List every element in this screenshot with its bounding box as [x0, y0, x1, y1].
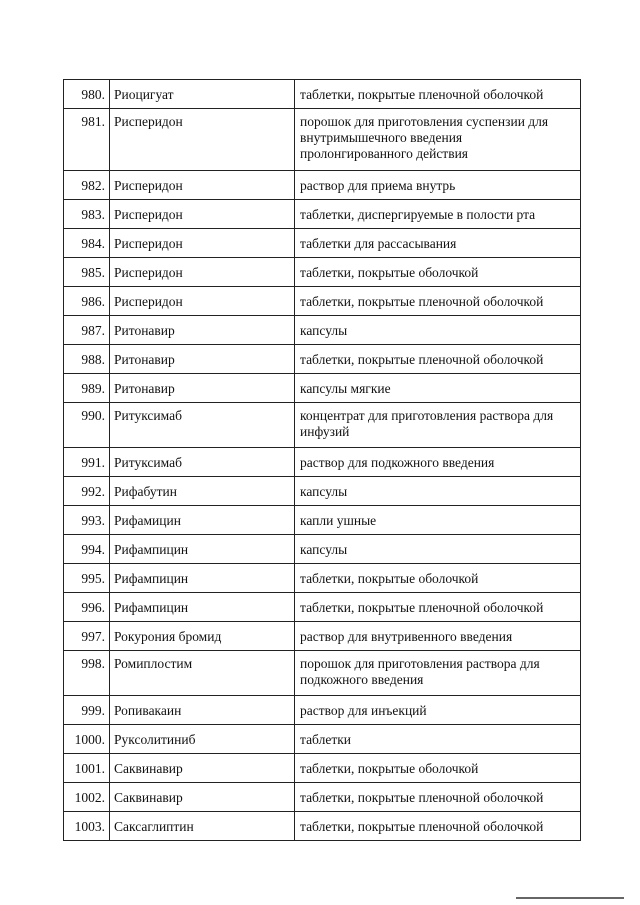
row-number-text: 1003. [74, 819, 105, 834]
drug-name-cell [110, 593, 295, 622]
drug-name-cell [110, 200, 295, 229]
drug-name-cell [110, 345, 295, 374]
dosage-form-cell [295, 80, 581, 109]
table-row [64, 403, 581, 448]
dosage-form-text: таблетки, покрытые пленочной оболочкой [300, 600, 544, 615]
drug-name-text: Рифамицин [114, 513, 181, 528]
dosage-form-cell [295, 593, 581, 622]
drug-name-text: Ритонавир [114, 323, 175, 338]
scan-edge-mark [516, 897, 624, 899]
row-number-text: 999. [81, 703, 105, 718]
drug-name-cell [110, 535, 295, 564]
drug-name-text: Ритонавир [114, 352, 175, 367]
row-number-text: 1002. [74, 790, 105, 805]
dosage-form-cell [295, 622, 581, 651]
table-row [64, 374, 581, 403]
table-row [64, 506, 581, 535]
drug-name-cell [110, 171, 295, 200]
row-number-cell [64, 506, 110, 535]
row-number-cell [64, 448, 110, 477]
dosage-form-text: таблетки, покрытые пленочной оболочкой [300, 819, 544, 834]
row-number-text: 993. [81, 513, 105, 528]
row-number-text: 989. [81, 381, 105, 396]
dosage-form-cell [295, 287, 581, 316]
drug-name-cell [110, 229, 295, 258]
dosage-form-text: таблетки для рассасывания [300, 236, 457, 251]
row-number-text: 987. [81, 323, 105, 338]
table-row [64, 622, 581, 651]
table-row [64, 258, 581, 287]
drug-name-cell [110, 80, 295, 109]
row-number-cell [64, 374, 110, 403]
dosage-form-text: таблетки, диспергируемые в полости рта [300, 207, 536, 222]
dosage-form-text: таблетки [300, 732, 352, 747]
row-number-text: 990. [81, 408, 105, 423]
drug-name-cell [110, 812, 295, 841]
drug-name-cell [110, 696, 295, 725]
dosage-form-text: таблетки, покрытые оболочкой [300, 761, 479, 776]
table-row [64, 564, 581, 593]
row-number-text: 995. [81, 571, 105, 586]
drug-name-text: Рисперидон [114, 294, 183, 309]
row-number-text: 986. [81, 294, 105, 309]
row-number-cell [64, 109, 110, 171]
row-number-text: 982. [81, 178, 105, 193]
drug-name-text: Рокурония бромид [114, 629, 222, 644]
table-row [64, 477, 581, 506]
drug-name-cell [110, 403, 295, 448]
drug-name-text: Рифампицин [114, 571, 189, 586]
dosage-form-text: таблетки, покрытые оболочкой [300, 571, 479, 586]
drug-name-cell [110, 506, 295, 535]
dosage-form-text: раствор для подкожного введения [300, 455, 495, 470]
row-number-text: 994. [81, 542, 105, 557]
dosage-form-text: раствор для инъекций [300, 703, 427, 718]
dosage-form-text: раствор для приема внутрь [300, 178, 456, 193]
dosage-form-text: капли ушные [300, 513, 377, 528]
dosage-form-cell [295, 345, 581, 374]
drug-name-text: Ритуксимаб [114, 408, 182, 423]
row-number-cell [64, 783, 110, 812]
row-number-text: 1001. [74, 761, 105, 776]
dosage-form-text: порошок для приготовления раствора для подкожного введения [300, 656, 540, 687]
drug-list-body [64, 80, 581, 841]
table-row [64, 651, 581, 696]
drug-name-text: Риоцигуат [114, 87, 174, 102]
dosage-form-cell [295, 651, 581, 696]
table-row [64, 200, 581, 229]
drug-name-text: Рисперидон [114, 236, 183, 251]
dosage-form-cell [295, 535, 581, 564]
dosage-form-text: таблетки, покрытые пленочной оболочкой [300, 294, 544, 309]
drug-name-text: Саквинавир [114, 790, 183, 805]
row-number-text: 983. [81, 207, 105, 222]
row-number-text: 981. [81, 114, 105, 129]
drug-name-cell [110, 725, 295, 754]
dosage-form-text: капсулы [300, 323, 348, 338]
drug-name-text: Рифампицин [114, 542, 189, 557]
row-number-cell [64, 316, 110, 345]
row-number-text: 997. [81, 629, 105, 644]
table-row [64, 316, 581, 345]
dosage-form-cell [295, 477, 581, 506]
drug-name-cell [110, 316, 295, 345]
dosage-form-text: концентрат для приготовления раствора для инфузий [300, 408, 554, 439]
drug-name-cell [110, 477, 295, 506]
table-row [64, 229, 581, 258]
dosage-form-text: капсулы [300, 542, 348, 557]
row-number-cell [64, 593, 110, 622]
table-row [64, 448, 581, 477]
table-row [64, 287, 581, 316]
dosage-form-text: порошок для приготовления суспензии для внутримышечного введения пролонгированного действия [300, 114, 549, 161]
drug-name-text: Ромиплостим [114, 656, 193, 671]
row-number-text: 998. [81, 656, 105, 671]
table-row [64, 535, 581, 564]
table-row [64, 109, 581, 171]
drug-name-text: Саксаглиптин [114, 819, 194, 834]
row-number-text: 992. [81, 484, 105, 499]
dosage-form-cell [295, 696, 581, 725]
drug-name-cell [110, 622, 295, 651]
dosage-form-cell [295, 725, 581, 754]
drug-name-cell [110, 651, 295, 696]
row-number-cell [64, 477, 110, 506]
dosage-form-text: капсулы [300, 484, 348, 499]
dosage-form-cell [295, 564, 581, 593]
dosage-form-cell [295, 171, 581, 200]
drug-name-cell [110, 258, 295, 287]
drug-name-cell [110, 754, 295, 783]
dosage-form-text: таблетки, покрытые пленочной оболочкой [300, 790, 544, 805]
drug-name-text: Ропивакаин [114, 703, 182, 718]
drug-name-text: Ритуксимаб [114, 455, 182, 470]
table-row [64, 812, 581, 841]
table-row [64, 783, 581, 812]
row-number-cell [64, 229, 110, 258]
table-row [64, 754, 581, 783]
row-number-cell [64, 171, 110, 200]
row-number-cell [64, 258, 110, 287]
dosage-form-cell [295, 754, 581, 783]
dosage-form-cell [295, 258, 581, 287]
drug-name-text: Рифабутин [114, 484, 177, 499]
row-number-text: 996. [81, 600, 105, 615]
row-number-text: 1000. [74, 732, 105, 747]
dosage-form-text: раствор для внутривенного введения [300, 629, 513, 644]
drug-name-text: Рифампицин [114, 600, 189, 615]
drug-name-text: Рисперидон [114, 265, 183, 280]
dosage-form-text: капсулы мягкие [300, 381, 391, 396]
table-row [64, 171, 581, 200]
drug-name-text: Рисперидон [114, 207, 183, 222]
row-number-text: 980. [81, 87, 105, 102]
dosage-form-cell [295, 783, 581, 812]
dosage-form-cell [295, 109, 581, 171]
dosage-form-cell [295, 448, 581, 477]
row-number-cell [64, 345, 110, 374]
table-row [64, 593, 581, 622]
dosage-form-cell [295, 229, 581, 258]
drug-name-text: Рисперидон [114, 114, 183, 129]
drug-name-text: Руксолитиниб [114, 732, 196, 747]
row-number-cell [64, 754, 110, 783]
row-number-cell [64, 200, 110, 229]
table-row [64, 345, 581, 374]
row-number-cell [64, 287, 110, 316]
dosage-form-cell [295, 506, 581, 535]
row-number-cell [64, 403, 110, 448]
drug-name-text: Ритонавир [114, 381, 175, 396]
table-row [64, 725, 581, 754]
row-number-cell [64, 725, 110, 754]
drug-name-cell [110, 783, 295, 812]
row-number-cell [64, 696, 110, 725]
drug-name-text: Рисперидон [114, 178, 183, 193]
row-number-text: 988. [81, 352, 105, 367]
dosage-form-text: таблетки, покрытые пленочной оболочкой [300, 87, 544, 102]
dosage-form-text: таблетки, покрытые оболочкой [300, 265, 479, 280]
row-number-cell [64, 535, 110, 564]
row-number-text: 985. [81, 265, 105, 280]
row-number-cell [64, 651, 110, 696]
dosage-form-cell [295, 812, 581, 841]
table-row [64, 696, 581, 725]
dosage-form-cell [295, 403, 581, 448]
row-number-text: 991. [81, 455, 105, 470]
drug-name-cell [110, 448, 295, 477]
drug-name-text: Саквинавир [114, 761, 183, 776]
row-number-cell [64, 812, 110, 841]
dosage-form-cell [295, 374, 581, 403]
row-number-text: 984. [81, 236, 105, 251]
drug-list-table [63, 79, 581, 841]
row-number-cell [64, 80, 110, 109]
dosage-form-text: таблетки, покрытые пленочной оболочкой [300, 352, 544, 367]
row-number-cell [64, 564, 110, 593]
drug-name-cell [110, 564, 295, 593]
dosage-form-cell [295, 316, 581, 345]
drug-name-cell [110, 109, 295, 171]
drug-name-cell [110, 374, 295, 403]
row-number-cell [64, 622, 110, 651]
table-row [64, 80, 581, 109]
dosage-form-cell [295, 200, 581, 229]
drug-name-cell [110, 287, 295, 316]
